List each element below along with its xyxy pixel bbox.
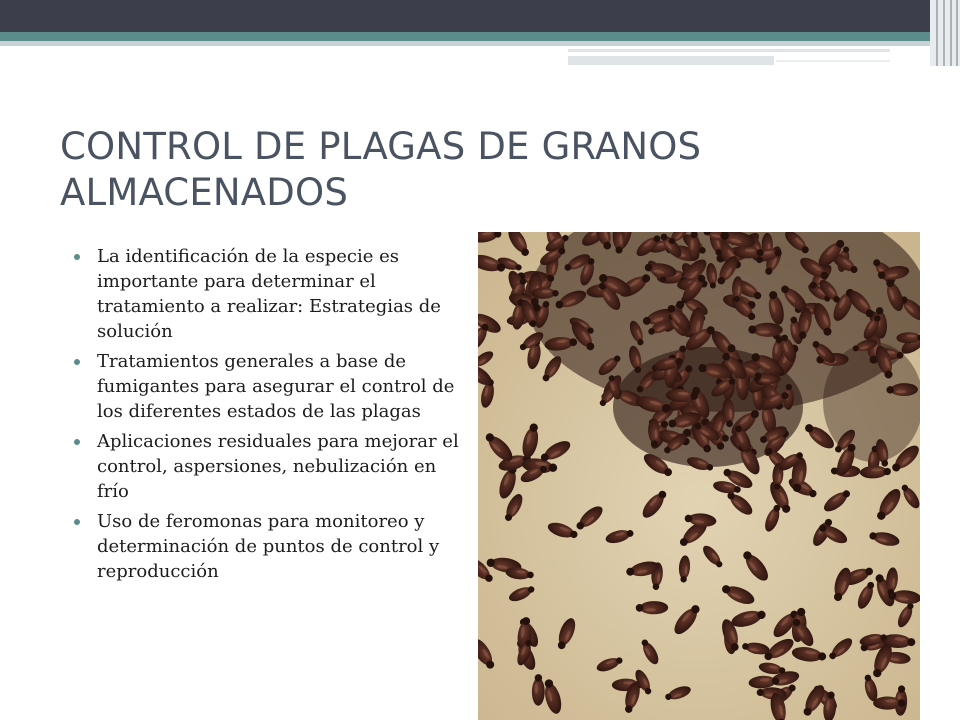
header-dark-band	[0, 0, 960, 32]
header-gray-strip	[0, 41, 960, 46]
bullet-text: La identificación de la especie es importante para determinar el tratamiento a realizar: Estrategias de solución	[97, 246, 441, 342]
grain-beetles-photo	[478, 232, 920, 720]
bullet-item	[74, 509, 470, 584]
bullet-list	[74, 244, 470, 589]
bullet-item	[74, 244, 470, 344]
header-edge-decoration	[930, 0, 960, 66]
bullet-text: Tratamientos generales a base de fumigantes para asegurar el control de los diferentes estados de las plagas	[97, 351, 455, 422]
beetles-illustration	[478, 232, 920, 720]
bullet-text: Aplicaciones residuales para mejorar el control, aspersiones, nebulización en frío	[97, 431, 459, 502]
bullet-dot-icon	[74, 519, 80, 525]
bullet-text: Uso de feromonas para monitoreo y determinación de puntos de control y reproducción	[97, 511, 440, 582]
header-accent-thin	[776, 60, 890, 62]
bullet-dot-icon	[74, 439, 80, 445]
header-accent-line	[568, 49, 890, 52]
header-teal-bar	[0, 32, 960, 41]
bullet-item	[74, 429, 470, 504]
bullet-dot-icon	[74, 359, 80, 365]
slide-title: CONTROL DE PLAGAS DE GRANOS ALMACENADOS	[60, 125, 702, 214]
header-accent-block	[568, 56, 774, 65]
bullet-dot-icon	[74, 254, 80, 260]
bullet-item	[74, 349, 470, 424]
